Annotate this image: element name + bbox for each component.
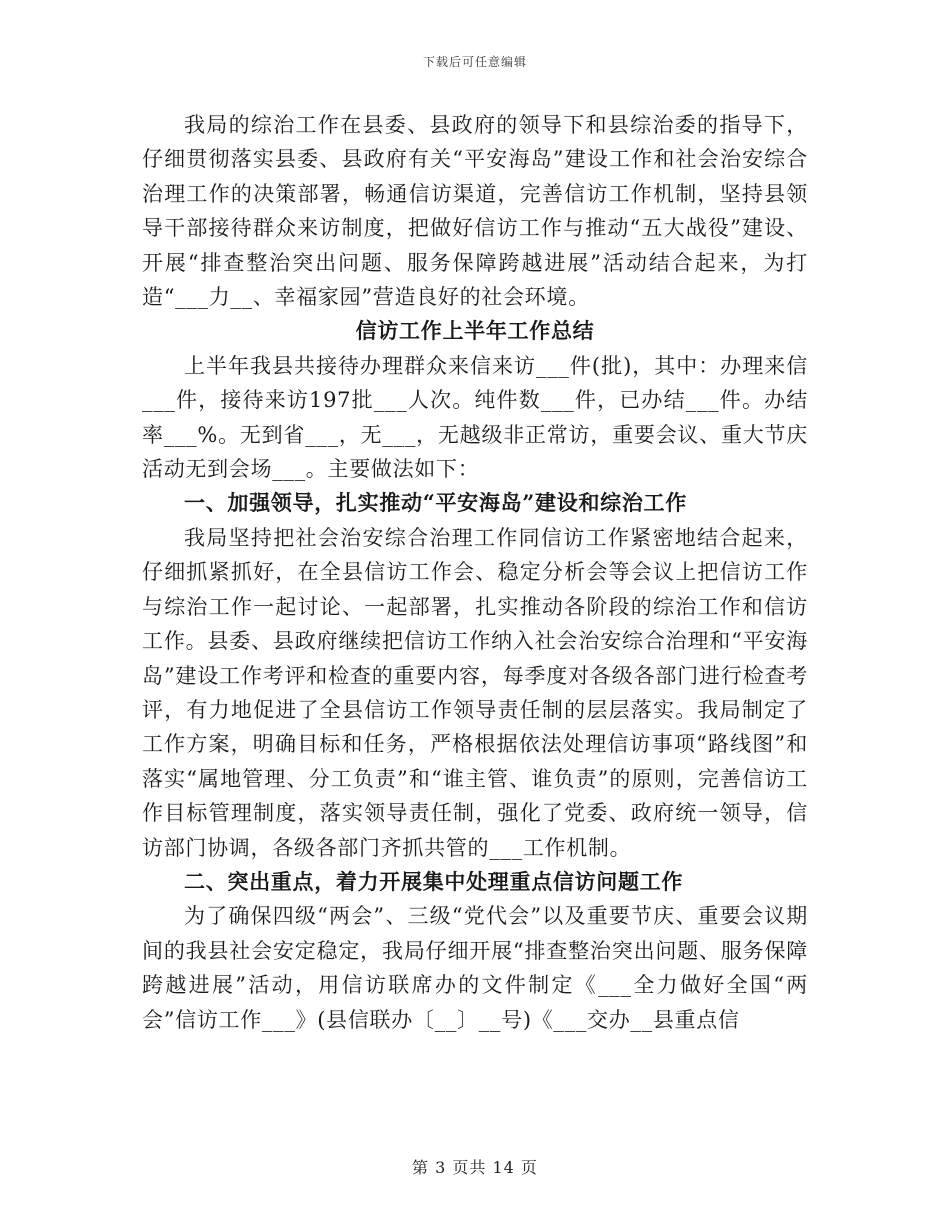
page-number: 第 3 页共 14 页 [412, 1158, 538, 1177]
section-2-heading: 二、突出重点，着力开展集中处理重点信访问题工作 [184, 868, 684, 894]
section-1-paragraph: 我局坚持把社会治安综合治理工作同信访工作紧密地结合起来，仔细抓紧抓好，在全县信访工作会、稳定分析会等会议上把信访工作与综治工作一起讨论、一起部署，扎实推动各阶段的综治工作和信访工作。县委、县政府继续把信访工作纳入社会治安综合治理和“平安海岛”建设工作考评和检查的重要内容，每季度对各级各部门进行检查考评，有力地促进了全县信访工作领导责任制的层层落实。我局制定了工作方案，明确目标和任务，严格根据依法处理信访事项“路线图”和落实“属地管理、分工负责”和“谁主管、谁负责”的原则，完善信访工作目标管理制度，落实领导责任制，强化了党委、政府统一领导，信访部门协调，各级各部门齐抓共管的___工作机制。 [142, 525, 808, 860]
document-body [142, 108, 808, 1037]
intro-paragraph: 我局的综治工作在县委、县政府的领导下和县综治委的指导下，仔细贯彻落实县委、县政府有关“平安海岛”建设工作和社会治安综合治理工作的决策部署，畅通信访渠道，完善信访工作机制，坚持县领导干部接待群众来访制度，把做好信访工作与推动“五大战役”建设、开展“排查整治突出问题、服务保障跨越进展”活动结合起来，为打造“___力__、幸福家园”营造良好的社会环境。 [142, 113, 808, 310]
page-header-note: 下载后可任意编辑 [422, 55, 527, 69]
summary-paragraph: 上半年我县共接待办理群众来信来访___件(批)，其中：办理来信___件，接待来访197批___人次。纯件数___件，已办结___件。办结率___%。无到省___，无___，无越级非正常访，重要会议、重大节庆活动无到会场___。主要做法如下： [142, 353, 808, 482]
document-title: 信访工作上半年工作总结 [355, 318, 595, 344]
section-2-paragraph: 为了确保四级“两会”、三级“党代会”以及重要节庆、重要会议期间的我县社会安定稳定，我局仔细开展“排查整治突出问题、服务保障跨越进展”活动，用信访联席办的文件制定《___全力做好全国“两会”信访工作___》(县信联办〔__〕__号)《___交办__县重点信 [142, 904, 808, 1032]
section-1-heading: 一、加强领导，扎实推动“平安海岛”建设和综治工作 [184, 490, 687, 516]
